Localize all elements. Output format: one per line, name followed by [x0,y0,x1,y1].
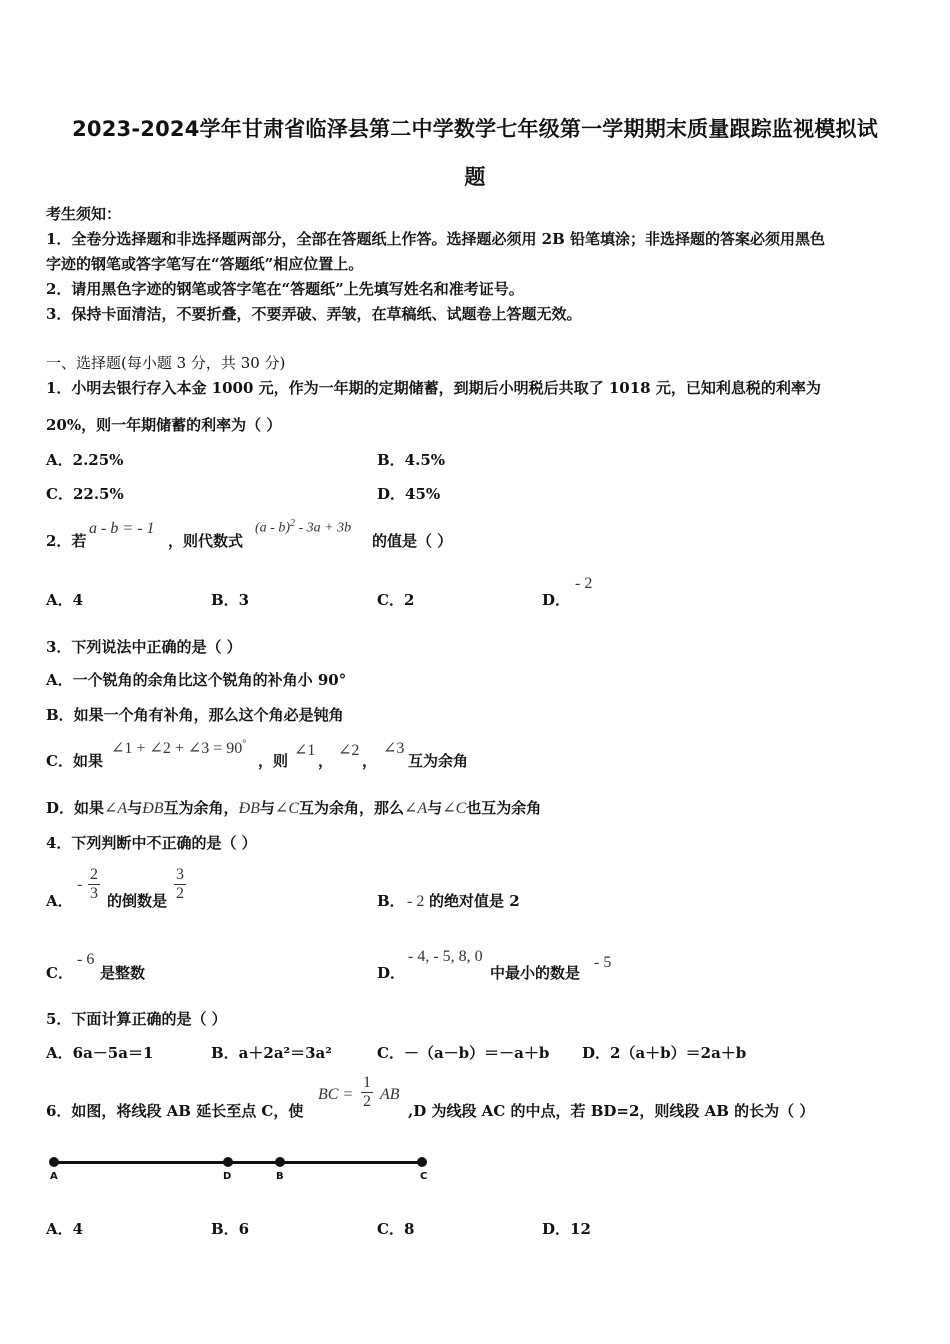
q3-c-angle2: ∠2 [338,742,360,759]
segment-ac [54,1161,422,1164]
q6-eq-left: BC = [318,1086,354,1103]
point-d [223,1157,233,1167]
q2-option-d-value: - 2 [575,575,593,592]
q1-stem-a: 1．小明去银行存入本金 1000 元，作为一年期的定期储蓄，到期后小明税后共取了 1018 元，已知利息税的利率为 [46,379,821,397]
q3-d-angle-c2: ∠C [442,800,467,817]
q3-d-angle-b: ÐB [142,800,164,817]
q3-d-prefix: D．如果 [46,799,105,817]
point-b [275,1157,285,1167]
q3-c-degree: ° [242,738,247,750]
q4-stem: 4．下列判断中不正确的是（ ） [46,834,257,852]
q4-a-f1-num: 2 [90,866,98,883]
q3-stem: 3．下列说法中正确的是（ ） [46,638,242,656]
q4-option-c-prefix: C． [46,964,73,982]
q6-option-d: D．12 [542,1220,591,1238]
q3-d-text1: 与 [127,799,143,817]
q4-a-fraction2 [174,866,186,903]
notice-item-1b: 字迹的钢笔或答字笔写在“答题纸”相应位置上。 [46,255,364,273]
q3-option-b: B．如果一个角有补角，那么这个角必是钝角 [46,706,344,724]
q1-stem-b: 20%，则一年期储蓄的利率为（ ） [46,416,282,434]
q4-b-expr: - 2 [407,893,425,910]
q3-option-c-mid: ，则 [258,752,289,770]
q4-option-b-suffix: 的绝对值是 2 [429,892,520,910]
label-a: A [50,1171,58,1182]
q3-c-sep1: ， [318,752,334,770]
q3-c-sep2: ， [362,752,378,770]
q4-d-expr: - 4, - 5, 8, 0 [408,948,483,965]
q4-d-value: - 5 [594,954,612,971]
label-c: C [420,1171,428,1182]
q4-a-f2-num: 3 [176,866,184,883]
q5-option-b: B．a＋2a²＝3a² [211,1044,332,1062]
q3-option-c-prefix: C．如果 [46,752,103,770]
q4-option-a-mid: 的倒数是 [107,892,168,910]
q6-option-c: C．8 [377,1220,415,1238]
label-b: B [276,1171,284,1182]
notice-heading: 考生须知： [46,205,122,223]
q2-expr-exponent: 2 [290,518,295,529]
q2-option-c: C．2 [377,591,415,609]
q1-option-b: B．4.5% [377,451,446,469]
q4-option-b-prefix: B． [377,892,405,910]
q2-mid: ，则代数式 [168,532,244,550]
q6-suffix: ,D 为线段 AC 的中点，若 BD=2，则线段 AB 的长为（ ） [408,1102,815,1120]
q3-d-angle-a: ∠A [104,800,128,817]
q3-c-angle1: ∠1 [294,742,316,759]
q3-c-sum: ∠1 + ∠2 + ∠3 = 90 [111,740,243,757]
q3-option-c-expr [111,738,246,758]
q3-option-c-suffix: 互为余角 [408,752,469,770]
point-a [49,1157,59,1167]
q3-d-angle-c: ∠C [274,800,299,817]
q2-prefix: 2．若 [46,532,87,550]
q6-option-a: A．4 [46,1220,84,1238]
section-heading: 一、选择题(每小题 3 分，共 30 分) [46,354,286,372]
q2-suffix: 的值是（ ） [372,532,453,550]
notice-item-1a: 1．全卷分选择题和非选择题两部分，全部在答题纸上作答。选择题必须用 2B 铅笔填涂；非选择题的答案必须用黑色 [46,230,826,248]
q1-option-d: D．45% [377,485,441,503]
q1-option-c: C．22.5% [46,485,124,503]
q2-option-b: B．3 [211,591,250,609]
q3-d-text2: 互为余角， [163,799,239,817]
q4-option-d-prefix: D． [377,964,406,982]
q4-c-expr: - 6 [77,951,95,968]
q4-a-fraction1 [88,866,100,903]
q3-d-text4: 互为余角，那么 [298,799,404,817]
q2-expr-rest: - 3a + 3b [295,520,352,536]
q6-option-b: B．6 [211,1220,250,1238]
label-d: D [223,1171,232,1182]
q3-d-text6: 也互为余角 [466,799,542,817]
q3-option-a: A．一个锐角的余角比这个锐角的补角小 90° [46,671,347,689]
q5-option-d: D．2（a＋b）＝2a＋b [582,1044,747,1062]
page-title-line1: 2023-2024学年甘肃省临泽县第二中学数学七年级第一学期期末质量跟踪监视模拟试 [72,117,878,141]
q6-f-den: 2 [363,1093,371,1110]
q4-a-f2-den: 2 [176,885,184,902]
q6-eq-right: AB [380,1086,400,1103]
q3-c-angle3: ∠3 [383,740,405,757]
q3-option-d [46,797,541,818]
q5-stem: 5．下面计算正确的是（ ） [46,1010,227,1028]
q4-a-neg: - [77,876,83,893]
q4-option-c-suffix: 是整数 [100,964,146,982]
q6-prefix: 6．如图，将线段 AB 延长至点 C，使 [46,1102,304,1120]
page-title-line2: 题 [464,165,486,189]
q3-d-angle-a2: ∠A [404,800,428,817]
q6-f-num: 1 [363,1074,371,1091]
q1-option-a: A．2.25% [46,451,124,469]
notice-item-3: 3．保持卡面清洁，不要折叠，不要弄破、弄皱，在草稿纸、试题卷上答题无效。 [46,305,582,323]
q4-option-d-mid: 中最小的数是 [490,964,581,982]
q4-option-a-prefix: A． [46,892,73,910]
q2-expression [255,518,351,537]
q3-d-text3: 与 [259,799,275,817]
q5-option-c: C．－（a－b）＝－a＋b [377,1044,550,1062]
q2-condition: a - b = - 1 [89,520,155,537]
q2-option-a: A．4 [46,591,84,609]
q5-option-a: A．6a－5a＝1 [46,1044,154,1062]
q3-d-text5: 与 [427,799,443,817]
q4-a-f1-den: 3 [90,885,98,902]
q2-expr-base: (a - b) [255,520,290,536]
q6-fraction [361,1074,373,1111]
point-c [417,1157,427,1167]
q2-option-d: D． [542,591,571,609]
q3-d-angle-b2: ÐB [238,800,260,817]
notice-item-2: 2．请用黑色字迹的钢笔或答字笔在“答题纸”上先填写姓名和准考证号。 [46,280,524,298]
